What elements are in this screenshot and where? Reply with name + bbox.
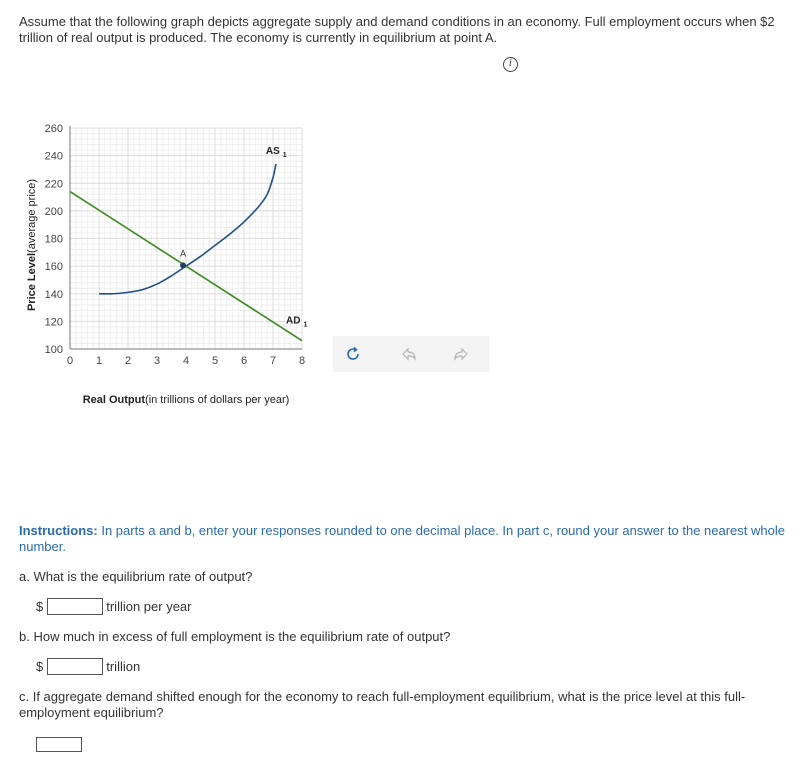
y-axis-label-bold: Price Level bbox=[26, 252, 38, 312]
equilibrium-point bbox=[180, 262, 186, 268]
dollar-sign-b: $ bbox=[36, 659, 44, 674]
question-a: a. What is the equilibrium rate of output? bbox=[19, 569, 253, 584]
undo-icon[interactable] bbox=[395, 340, 423, 368]
as-label-subscript: 1 bbox=[282, 151, 287, 159]
info-icon[interactable]: i bbox=[503, 57, 518, 72]
x-axis-label-rest: (in trillions of dollars per year) bbox=[145, 394, 290, 406]
y-tick-label: 260 bbox=[44, 123, 63, 135]
ad-label-name: AD bbox=[286, 315, 301, 327]
as-label bbox=[266, 146, 287, 159]
answer-row-a bbox=[36, 598, 192, 615]
y-tick-label: 140 bbox=[44, 288, 63, 301]
x-tick-label: 7 bbox=[269, 355, 277, 367]
x-tick-label: 5 bbox=[211, 355, 219, 367]
x-tick-label: 6 bbox=[240, 355, 248, 367]
ad-label-subscript: 1 bbox=[303, 321, 308, 329]
instructions-label: Instructions: bbox=[19, 523, 98, 538]
y-tick-label: 240 bbox=[44, 150, 63, 163]
y-tick-label: 100 bbox=[44, 344, 63, 356]
question-c: c. If aggregate demand shifted enough for the economy to reach full-employment equilibrium, what is the price level at this full-employment equilibrium? bbox=[19, 689, 746, 720]
graph-toolbar bbox=[333, 336, 489, 372]
point-label: A bbox=[180, 248, 187, 259]
x-tick-label: 2 bbox=[124, 355, 132, 367]
unit-label-b: trillion bbox=[106, 659, 141, 674]
instructions-text: In parts a and b, enter your responses rounded to one decimal place. In part c, round your answer to the nearest whole number. bbox=[19, 523, 785, 554]
x-tick-label: 0 bbox=[66, 355, 74, 367]
ad-as-chart[interactable] bbox=[0, 110, 330, 420]
y-axis-label bbox=[26, 179, 38, 311]
dollar-sign-a: $ bbox=[36, 599, 44, 614]
answer-input-c[interactable] bbox=[36, 737, 82, 752]
y-tick-label: 120 bbox=[44, 316, 63, 329]
y-tick-label: 220 bbox=[44, 178, 63, 191]
instructions bbox=[19, 523, 794, 555]
x-axis-label bbox=[83, 394, 290, 406]
y-tick-label: 180 bbox=[44, 233, 63, 246]
answer-row-b bbox=[36, 658, 140, 675]
x-tick-label: 3 bbox=[153, 355, 161, 367]
x-tick-label: 4 bbox=[182, 355, 190, 367]
x-tick-label: 1 bbox=[95, 355, 103, 367]
y-tick-label: 200 bbox=[44, 205, 63, 218]
as-label-name: AS bbox=[265, 145, 280, 157]
answer-input-b[interactable] bbox=[47, 658, 103, 675]
y-tick-label: 160 bbox=[44, 261, 63, 274]
reset-icon[interactable] bbox=[339, 340, 367, 368]
answer-input-a[interactable] bbox=[47, 598, 103, 615]
unit-label-a: trillion per year bbox=[106, 599, 192, 614]
redo-icon[interactable] bbox=[447, 340, 475, 368]
intro-text: Assume that the following graph depicts aggregate supply and demand conditions in an economy. Full employment occurs when $2 trillion of real output is produced. The economy is currently in equilibrium at point A. bbox=[19, 14, 775, 45]
x-axis-label-bold: Real Output bbox=[82, 394, 146, 406]
x-tick-label: 8 bbox=[298, 355, 306, 367]
question-b: b. How much in excess of full employment is the equilibrium rate of output? bbox=[19, 629, 451, 644]
y-axis-label-rest: (average price) bbox=[26, 178, 38, 253]
